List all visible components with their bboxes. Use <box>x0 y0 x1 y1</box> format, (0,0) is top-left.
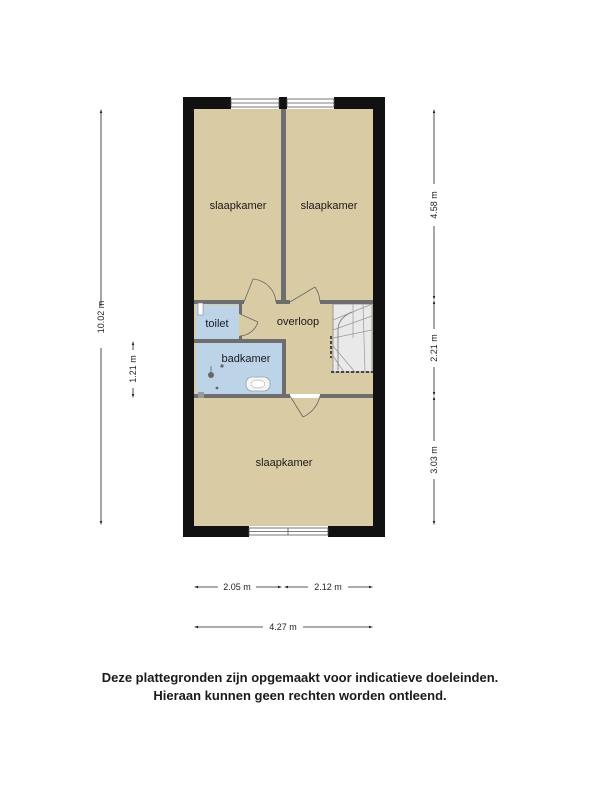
disclaimer-line-1: Deze plattegronden zijn opgemaakt voor indicatieve doeleinden. <box>101 670 499 685</box>
dimension-middle-depth: 2.21 m <box>429 334 439 362</box>
dimension-bottom-depth: 3.03 m <box>429 446 439 474</box>
dimension-left-width: 2.05 m <box>223 582 251 592</box>
room-label-bedroom-top-left: slaapkamer <box>209 200 267 212</box>
room-label-bedroom-bottom: slaapkamer <box>255 457 313 469</box>
dimension-top-depth: 4.58 m <box>429 191 439 219</box>
room-label-bedroom-top-right: slaapkamer <box>300 200 358 212</box>
room-label-landing: overloop <box>276 316 320 328</box>
staircase <box>331 304 374 372</box>
dimension-right-width: 2.12 m <box>314 582 342 592</box>
disclaimer-line-2: Hieraan kunnen geen rechten worden ontleend. <box>153 688 447 703</box>
room-label-toilet: toilet <box>205 318 229 330</box>
dimension-bathroom-depth: 1.21 m <box>128 355 138 383</box>
room-label-bathroom: badkamer <box>221 353 271 365</box>
dimension-total-width: 4.27 m <box>269 622 297 632</box>
dimension-total-depth: 10.02 m <box>96 300 106 334</box>
